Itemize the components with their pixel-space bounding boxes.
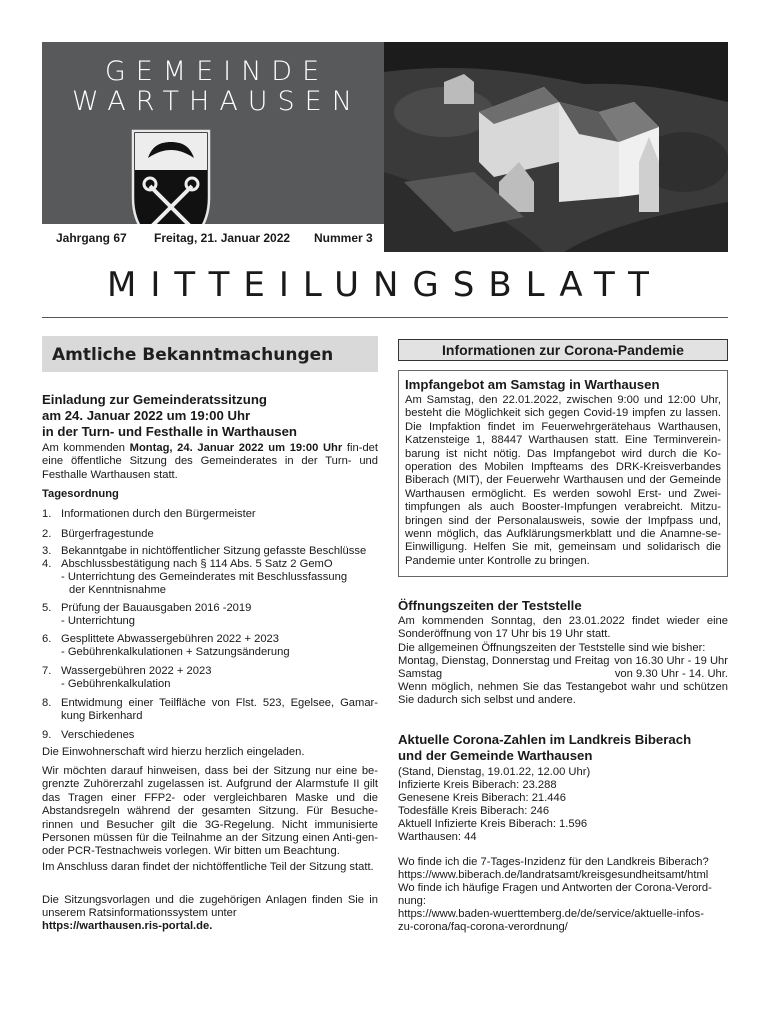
agenda-number: 6. [42, 633, 52, 645]
documents-paragraph: Die Sitzungsvorlagen und die zugehörigen Anlagen finden Sie in unserem Ratsinformationssystem unter [42, 894, 378, 920]
agenda-text: der Kenntnisnahme [69, 584, 167, 596]
ris-portal-link[interactable]: https://warthausen.ris-portal.de. [42, 920, 213, 932]
hours-time: von 9.30 Uhr - 14. Uhr. [614, 668, 728, 680]
faq-question: Wo finde ich häufige Fragen und Antworten der Corona-Verord- [398, 882, 712, 894]
test-station-heading: Öffnungszeiten der Teststelle [398, 598, 582, 613]
agenda-text: Prüfung der Bauausgaben 2016 -2019 [61, 602, 252, 614]
hours-time: von 16.30 Uhr - 19 Uhr [614, 655, 728, 667]
agenda-number: 5. [42, 602, 52, 614]
agenda-text: - Unterrichtung [61, 615, 135, 627]
faq-question: nung: [398, 895, 426, 907]
stats-line: Aktuell Infizierte Kreis Biberach: 1.596 [398, 818, 588, 830]
agenda-text: Wassergebühren 2022 + 2023 [61, 665, 212, 677]
stats-line: Todesfälle Kreis Biberach: 246 [398, 805, 550, 817]
title-divider [42, 317, 728, 318]
intro-prefix: Am kommenden [42, 442, 130, 454]
vaccination-text: Am Samstag, den 22.01.2022, zwischen 9:00 und 12:00 Uhr, besteht die Möglichkeit sich gegen Covid-19 impfen zu lassen. Die Impfaktion findet im Feuerwehrgerätehaus Warthausen, Katzensteige 1, 88447 Warthausen statt. Eine Terminverein-barung ist nicht nötig. Das Impfangebot wird durch die Ko-operation des Mobilen Impfteams des DRK-Kreisverbandes Biberach (MIT), der Feuerwehr Warthausen und der Gemeinde Warthausen ermöglicht. Es werden sowohl Erst- und Zwei-timpfungen als auch Booster-Impfungen verabreicht. Mitzu-bringen sind der Personalausweis, sowie der Impfpass und, wenn möglich, das Aufklärungsmerkblatt und die Anamne-se-Einwilligung. Helfen Sie mit, gemeinsam und solidarisch die Pandemie unter Kontrolle zu bringen. [405, 394, 721, 567]
issue-number: Nummer 3 [314, 231, 373, 245]
meeting-heading-line: am 24. Januar 2022 um 19:00 Uhr [42, 408, 251, 423]
intro-suffix: fin-det eine öffentliche Sitzung des Gemeinderates in der Turn- und Festhalle Warthausen statt. [42, 442, 378, 481]
stats-line: Genesene Kreis Biberach: 21.446 [398, 792, 566, 804]
faq-link[interactable]: zu-corona/faq-corona-verordnung/ [398, 921, 568, 933]
stats-heading-line: Aktuelle Corona-Zahlen im Landkreis Biberach [398, 732, 692, 747]
agenda-number: 4. [42, 558, 52, 570]
agenda-text: Abschlussbestätigung nach § 114 Abs. 5 Satz 2 GemO [61, 558, 333, 570]
stats-heading-line: und der Gemeinde Warthausen [398, 748, 593, 763]
stats-line: Infizierte Kreis Biberach: 23.288 [398, 779, 557, 791]
section-heading-bar [42, 336, 378, 372]
hours-row [398, 655, 728, 668]
test-station-text: Wenn möglich, nehmen Sie das Testangebot wahr und schützen Sie dadurch sich selbst und andere. [398, 681, 728, 707]
test-station-text: Die allgemeinen Öffnungszeiten der Teststelle sind wie bisher: [398, 642, 706, 654]
town-name-line2: WARTHAUSEN [72, 86, 362, 117]
agenda-number: 3. [42, 545, 52, 557]
faq-link[interactable]: https://www.baden-wuerttemberg.de/de/service/aktuelle-infos- [398, 908, 704, 920]
hours-days: Montag, Dienstag, Donnerstag und Freitag [398, 655, 610, 667]
alarm-paragraph: Wir möchten darauf hinweisen, dass bei der Sitzung nur eine be-grenzte Zuhörerzahl zugelassen ist. Aufgrund der Alarmstufe II gilt das Tragen einer FFP2- oder vergleichbaren Maske und die Abstandsregeln während der gesamten Sitzung. Für Besuche-rinnen und Besucher gilt die 3G-Regelung. Nicht immunisierte Personen müssen für die Teilnahme an der Sitzung einen Anti-gen- oder PCR-Testnachweis vorlegen. Wir bitten um Beachtung. [42, 765, 378, 858]
agenda-text: Verschiedenes [61, 729, 135, 741]
nonpublic-paragraph: Im Anschluss daran findet der nichtöffentliche Teil der Sitzung statt. [42, 861, 374, 873]
agenda-text: Gesplittete Abwassergebühren 2022 + 2023 [61, 633, 280, 645]
newsletter-title: MITTEILUNGSBLATT [107, 265, 663, 305]
issue-date: Freitag, 21. Januar 2022 [154, 231, 291, 245]
agenda-text: Entwidmung einer Teilfläche von Flst. 523, Egelsee, Gamar-kung Birkenhard [61, 697, 378, 723]
agenda-number: 1. [42, 508, 52, 520]
stats-line: (Stand, Dienstag, 19.01.22, 12.00 Uhr) [398, 766, 591, 778]
agenda-number: 9. [42, 729, 52, 741]
intro-bold: Montag, 24. Januar 2022 um 19:00 Uhr [129, 442, 343, 454]
corona-info-title: Informationen zur Corona-Pandemie [442, 342, 684, 358]
agenda-text: - Gebührenkalkulation [61, 678, 171, 690]
agenda-text: Bürgerfragestunde [61, 528, 154, 540]
hours-row [398, 668, 728, 681]
agenda-number: 8. [42, 697, 52, 709]
incidence-question: Wo finde ich die 7-Tages-Inzidenz für den Landkreis Biberach? [398, 856, 709, 868]
meeting-heading-line: in der Turn- und Festhalle in Warthausen [42, 424, 297, 439]
town-name-line1: GEMEINDE [104, 56, 330, 87]
castle-aerial-photo [384, 42, 728, 252]
agenda-text: - Gebührenkalkulationen + Satzungsänderung [61, 646, 290, 658]
issue-year: Jahrgang 67 [56, 231, 127, 245]
issue-info-bar [42, 224, 384, 252]
hours-days: Samstag [398, 668, 443, 680]
section-heading: Amtliche Bekanntmachungen [52, 345, 334, 365]
vaccination-heading: Impfangebot am Samstag in Warthausen [405, 377, 660, 392]
corona-info-box [398, 339, 728, 361]
stats-line: Warthausen: 44 [398, 831, 477, 843]
incidence-link[interactable]: https://www.biberach.de/landratsamt/kreisgesundheitsamt/html [398, 869, 709, 881]
agenda-number: 7. [42, 665, 52, 677]
agenda-number: 2. [42, 528, 52, 540]
agenda-text: Bekanntgabe in nichtöffentlicher Sitzung gefasste Beschlüsse [61, 545, 367, 557]
meeting-intro [42, 442, 378, 482]
test-station-text: Am kommenden Sonntag, den 23.01.2022 findet wieder eine Sonderöffnung von 17 Uhr bis 19 Uhr statt. [398, 615, 728, 641]
meeting-heading-line: Einladung zur Gemeinderatssitzung [42, 392, 267, 407]
masthead-panel [42, 42, 384, 224]
agenda-text: - Unterrichtung des Gemeinderates mit Beschlussfassung [61, 571, 348, 583]
agenda-label: Tagesordnung [42, 488, 119, 500]
invitation-paragraph: Die Einwohnerschaft wird hierzu herzlich eingeladen. [42, 746, 305, 758]
agenda-text: Informationen durch den Bürgermeister [61, 508, 256, 520]
